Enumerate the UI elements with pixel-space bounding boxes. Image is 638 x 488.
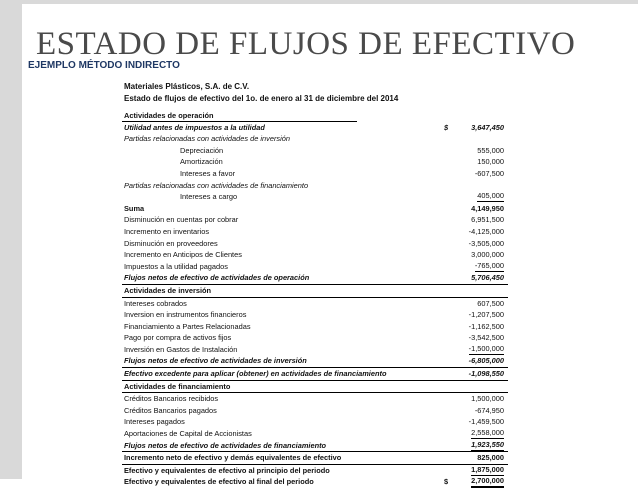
closing-cash-row — [122, 476, 508, 488]
table-row — [122, 191, 508, 203]
row-value: -3,542,500 — [468, 333, 504, 343]
row-value: -4,125,000 — [468, 226, 504, 236]
row-label: Financiamiento a Partes Relacionadas — [124, 321, 251, 331]
row-value: -674,950 — [474, 405, 504, 415]
row-label: Incremento en Anticipos de Clientes — [124, 250, 242, 260]
slide-subtitle: EJEMPLO MÉTODO INDIRECTO — [28, 60, 180, 71]
row-label: Efectivo y equivalentes de efectivo al principio del periodo — [124, 465, 330, 475]
table-row — [122, 416, 508, 428]
row-value: -3,505,000 — [468, 238, 504, 248]
row-label: Inversion en instrumentos financieros — [124, 310, 247, 320]
row-value: 3,647,450 — [471, 122, 504, 132]
table-row — [122, 168, 508, 180]
section-header-operacion — [122, 110, 508, 122]
row-value: 4,149,950 — [471, 203, 504, 213]
slide-top-border — [0, 0, 638, 4]
company-name: Materiales Plásticos, S.A. de C.V. — [124, 82, 250, 91]
table-row — [122, 238, 508, 250]
row-label: Créditos Bancarios recibidos — [124, 394, 219, 404]
cash-flow-table — [122, 110, 508, 488]
row-value: 1,500,000 — [471, 394, 504, 404]
slide-title: ESTADO DE FLUJOS DE EFECTIVO — [36, 26, 576, 62]
row-label: Incremento en inventarios — [124, 226, 210, 236]
table-row — [122, 297, 508, 310]
excess-cash-row — [122, 368, 508, 380]
table-row — [122, 249, 508, 261]
table-row — [122, 180, 508, 192]
row-value: -1,500,000 — [468, 343, 504, 353]
table-row — [122, 309, 508, 321]
row-value: 1,923,550 — [471, 439, 504, 449]
row-label: Impuestos a la utilidad pagados — [124, 261, 228, 271]
slide-left-border — [0, 0, 22, 479]
row-value: -1,098,550 — [468, 369, 504, 379]
table-row — [122, 392, 508, 405]
row-label: Disminución en proveedores — [124, 238, 218, 248]
table-row — [122, 405, 508, 417]
row-label: Flujos netos de efectivo de actividades de financiamiento — [124, 440, 327, 450]
table-row — [122, 156, 508, 168]
row-value: 1,875,000 — [471, 464, 504, 474]
row-value: 607,500 — [477, 298, 504, 308]
row-label: Actividades de inversión — [124, 285, 212, 295]
table-row — [122, 428, 508, 440]
row-label: Intereses pagados — [124, 417, 185, 427]
row-value: -6,805,000 — [468, 356, 504, 366]
row-label: Utilidad antes de impuestos a la utilidad — [124, 122, 265, 132]
row-label: Pago por compra de activos fijos — [124, 333, 232, 343]
row-value: 150,000 — [477, 157, 504, 167]
row-value: 2,558,000 — [471, 428, 504, 438]
row-label: Amortización — [180, 157, 223, 167]
total-row-inversion — [122, 355, 508, 368]
table-row — [122, 332, 508, 344]
total-row-operacion — [122, 272, 508, 285]
row-label: Créditos Bancarios pagados — [124, 405, 217, 415]
table-row — [122, 226, 508, 238]
table-row — [122, 344, 508, 356]
currency-symbol: $ — [444, 122, 449, 132]
row-value: 3,000,000 — [471, 250, 504, 260]
row-label: Actividades de operación — [124, 111, 214, 120]
row-value: -1,207,500 — [468, 310, 504, 320]
row-label: Aportaciones de Capital de Accionistas — [124, 429, 252, 439]
row-value: 825,000 — [477, 453, 504, 463]
net-increase-row — [122, 452, 508, 464]
row-label: Flujos netos de efectivo de actividades de operación — [124, 273, 310, 283]
row-value: -607,500 — [474, 168, 504, 178]
total-row-financiamiento — [122, 440, 508, 453]
row-label: Intereses a favor — [180, 168, 236, 178]
row-label: Partidas relacionadas con actividades de inversión — [124, 134, 290, 144]
row-label: Flujos netos de efectivo de actividades de inversión — [124, 356, 307, 366]
table-row — [122, 145, 508, 157]
section-header-financiamiento — [122, 380, 508, 393]
row-value: 555,000 — [477, 145, 504, 155]
row-label: Efectivo excedente para aplicar (obtener) en actividades de financiamiento — [124, 369, 387, 379]
statement-period: Estado de flujos de efectivo del 1o. de enero al 31 de diciembre del 2014 — [124, 94, 399, 103]
row-label: Partidas relacionadas con actividades de financiamiento — [124, 180, 309, 190]
row-label: Intereses a cargo — [180, 192, 238, 202]
currency-symbol: $ — [444, 477, 449, 487]
row-label: Disminución en cuentas por cobrar — [124, 215, 239, 225]
table-row — [122, 214, 508, 226]
row-label: Efectivo y equivalentes de efectivo al final del periodo — [124, 477, 314, 487]
row-value: -1,162,500 — [468, 321, 504, 331]
row-label: Actividades de financiamiento — [124, 381, 231, 391]
opening-cash-row — [122, 464, 508, 477]
row-label: Incremento neto de efectivo y demás equivalentes de efectivo — [124, 453, 342, 463]
row-value: 6,951,500 — [471, 215, 504, 225]
row-label: Depreciación — [180, 145, 224, 155]
row-value: 5,706,450 — [471, 273, 504, 283]
row-value: 405,000 — [477, 191, 504, 201]
table-row — [122, 122, 508, 134]
row-value: 2,700,000 — [471, 476, 504, 488]
table-row — [122, 261, 508, 273]
section-header-inversion — [122, 285, 508, 297]
row-value: -1,459,500 — [468, 417, 504, 427]
row-label: Inversión en Gastos de Instalación — [124, 344, 238, 354]
row-label: Intereses cobrados — [124, 298, 187, 308]
row-label: Suma — [124, 203, 145, 213]
table-row — [122, 133, 508, 145]
row-value: -765,000 — [474, 260, 504, 270]
subtotal-row — [122, 203, 508, 215]
table-row — [122, 321, 508, 333]
